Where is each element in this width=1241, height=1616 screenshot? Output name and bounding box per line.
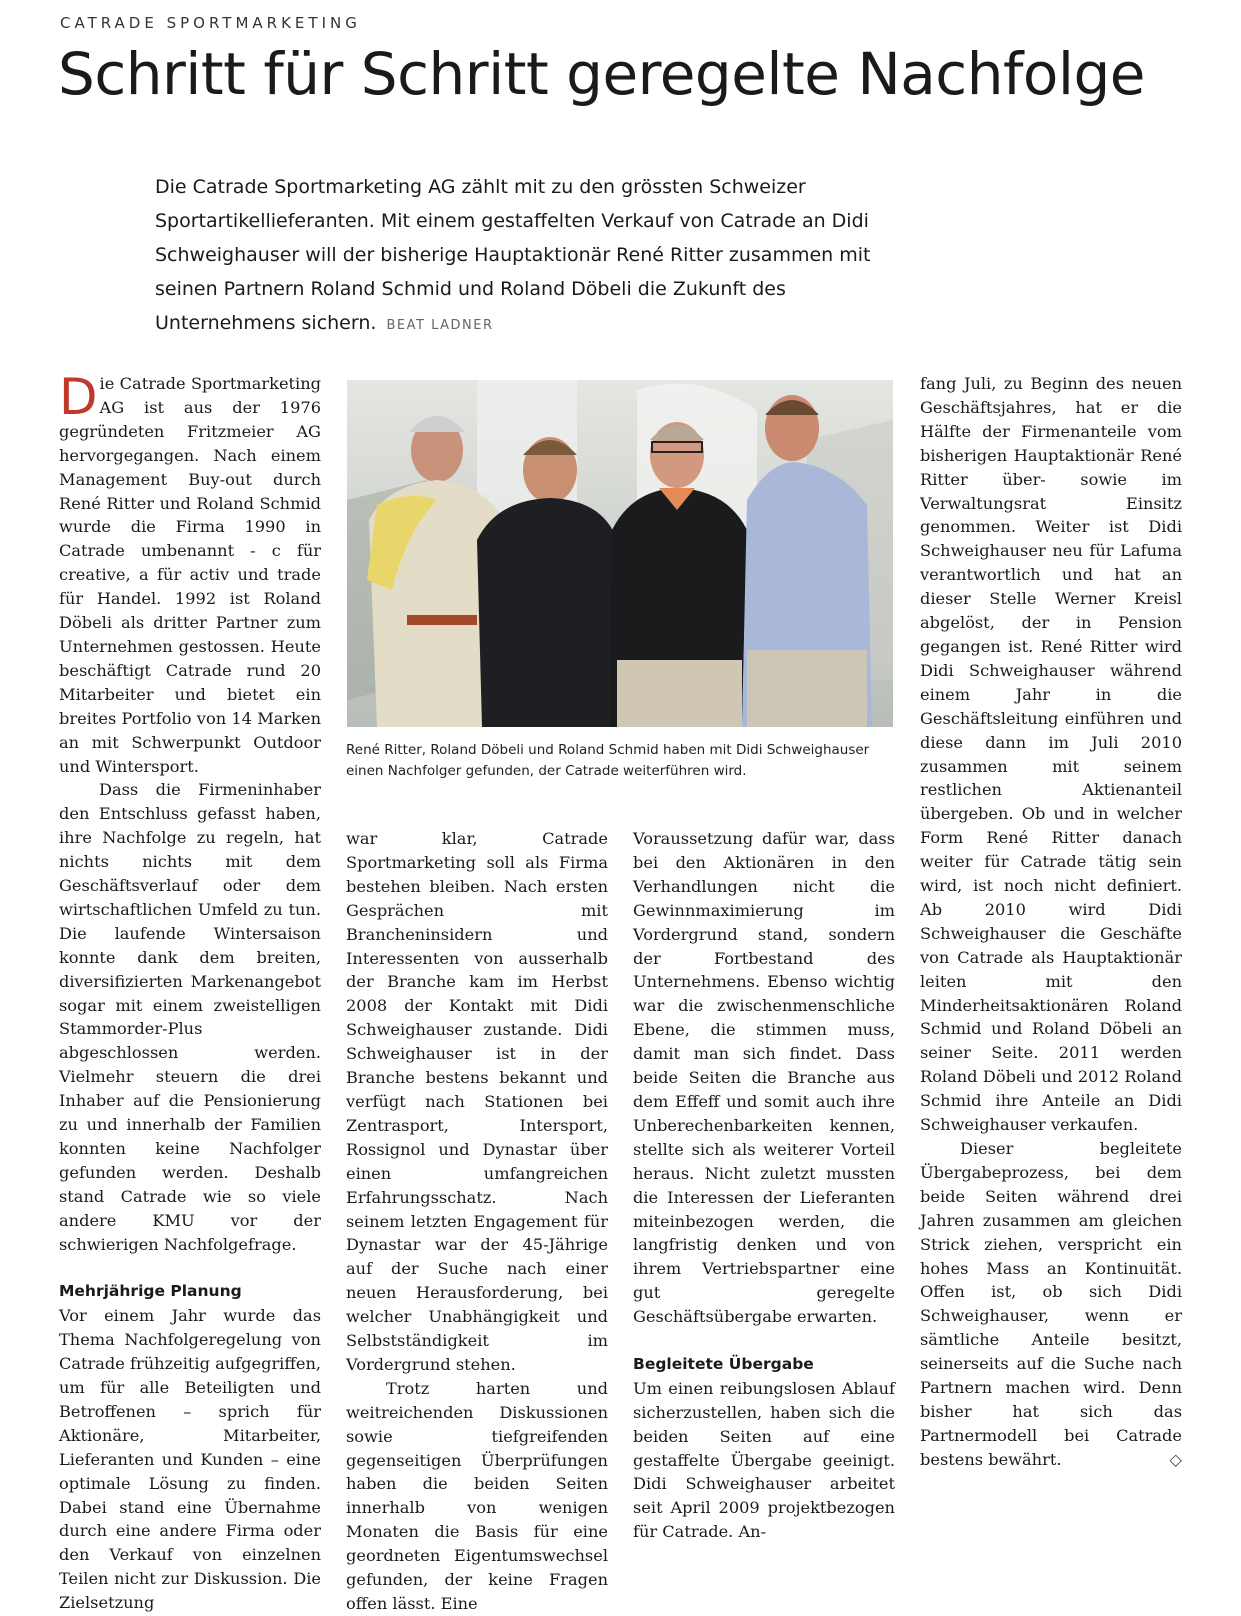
article-column-4 — [920, 372, 1182, 1472]
paragraph: Trotz harten und weitreichenden Diskussionen sowie tiefgreifenden gegenseitigen Überprüfungen haben die beiden Seiten innerhalb von wenigen Monaten die Basis für eine geordneten Eigentumswechsel gefunden, der keine Fragen offen lässt. Eine — [346, 1378, 608, 1613]
photo-caption: René Ritter, Roland Döbeli und Roland Schmid haben mit Didi Schweighauser einen Nachfolger gefunden, der Catrade weiterführen wird. — [346, 742, 870, 779]
article-photo — [347, 380, 893, 727]
paragraph-intro — [59, 368, 321, 778]
end-mark-icon: ◇ — [1169, 1449, 1182, 1469]
paragraph: war klar, Catrade Sportmarketing soll als Firma bestehen bleiben. Nach ersten Gesprächen mit Brancheninsidern und Interessenten von ausserhalb der Branche kam im Herbst 2008 der Kontakt mit Didi Schweighauser zustande. Didi Schweighauser ist in der Branche bestens bekannt und verfügt nach Stationen bei Zentrasport, Intersport, Rossignol und Dynastar über einen umfangreichen Erfahrungsschatz. Nach seinem letzten Engagement für Dynastar war der 45-Jährige auf der Suche nach einer neuen Herausforderung, bei welcher Unabhängigkeit und Selbstständigkeit im Vordergrund stehen. — [346, 829, 608, 1374]
lead-text: Die Catrade Sportmarketing AG zählt mit zu den grössten Schweizer Sportartikellieferanten. Mit einem gestaffelten Verkauf von Catrade an Didi Schweighauser will der bisherige Hauptaktionär René Ritter zusammen mit seinen Partnern Roland Schmid und Roland Döbeli die Zukunft des Unternehmens sichern. — [155, 176, 871, 334]
article-column-2 — [346, 827, 608, 1616]
paragraph-intro-text: ie Catrade Sportmarketing AG ist aus der 1976 gegründeten Fritzmeier AG hervorgegangen. Nach einem Management Buy-out durch René Ritter und Roland Schmid wurde die Firma 1990 in Catrade umbenannt - c für creative, a für activ und trade für Handel. 1992 ist Roland Döbeli als dritter Partner zum Unternehmen gestossen. Heute beschäftigt Catrade rund 20 Mitarbeiter und bietet ein breites Portfolio von 14 Marken an mit Schwerpunkt Outdoor und Wintersport. — [59, 374, 321, 776]
dropcap: D — [59, 368, 98, 426]
subheading-uebergabe: Begleitete Übergabe — [633, 1354, 814, 1373]
paragraph: fang Juli, zu Beginn des neuen Geschäftsjahres, hat er die Hälfte der Firmenanteile vom bisherigen Hauptaktionär René Ritter über- sowie im Verwaltungsrat Einsitz genommen. Weiter ist Didi Schweighauser neu für Lafuma verantwortlich und hat an dieser Stelle Werner Kreisl abgelöst, der in Pension gegangen ist. René Ritter wird Didi Schweighauser während einem Jahr in die Geschäftsleitung einführen und diese dann im Juli 2010 zusammen mit seinem restlichen Aktienanteil übergeben. Ob und in welcher Form René Ritter danach weiter für Catrade tätig sein wird, ist noch nicht definiert. Ab 2010 wird Didi Schweighauser die Geschäfte von Catrade als Hauptaktionär leiten mit den Minderheitsaktionären Roland Schmid und Roland Döbeli an seiner Seite. 2011 werden Roland Döbeli und 2012 Roland Schmid ihre Anteile an Didi Schweighauser verkaufen. — [920, 374, 1182, 1135]
paragraph — [920, 1137, 1182, 1472]
subheading-planung: Mehrjährige Planung — [59, 1282, 242, 1301]
photo-four-men-illustration — [347, 380, 893, 727]
article-column-3 — [633, 827, 895, 1544]
article-lead — [155, 170, 930, 343]
paragraph: Vor einem Jahr wurde das Thema Nachfolgeregelung von Catrade frühzeitig aufgegriffen, um für alle Beteiligten und Betroffenen – sprich für Aktionäre, Mitarbeiter, Lieferanten und Kunden – eine optimale Lösung zu finden. Dabei stand eine Übernahme durch eine andere Firma oder den Verkauf von einzelnen Teilen nicht zur Diskussion. Die Zielsetzung — [59, 1306, 322, 1613]
article-column-1 — [59, 368, 322, 1615]
article-title: Schritt für Schritt geregelte Nachfolge — [58, 40, 1145, 108]
paragraph: Um einen reibungslosen Ablauf sicherzustellen, haben sich die beiden Seiten auf eine gestaffelte Übergabe geeinigt. Didi Schweighauser arbeitet seit April 2009 projektbezogen für Catrade. An- — [633, 1378, 895, 1542]
author-byline: BEAT LADNER — [386, 318, 494, 333]
paragraph: Voraussetzung dafür war, dass bei den Aktionären in den Verhandlungen nicht die Gewinnmaximierung im Vordergrund stand, sondern der Fortbestand des Unternehmens. Ebenso wichtig war die zwischenmenschliche Ebene, die stimmen muss, damit man sich findet. Dass beide Seiten die Branche aus dem Effeff und somit auch ihre Unberechenbarkeiten kennen, stellte sich als weiterer Vorteil heraus. Nicht zuletzt mussten die Interessen der Lieferanten miteinbezogen werden, die langfristig denken und von ihrem Vertriebspartner eine gut geregelte Geschäftsübergabe erwarten. — [633, 829, 895, 1327]
paragraph-final-text: Dieser begleitete Übergabeprozess, bei dem beide Seiten während drei Jahren zusammen am gleichen Strick ziehen, verspricht ein hohes Mass an Kontinuität. Offen ist, ob sich Didi Schweighauser, wenn er sämtliche Anteile besitzt, seinerseits auf die Suche nach Partnern machen wird. Denn bisher hat sich das Partnermodell bei Catrade bestens bewährt. — [920, 1139, 1182, 1469]
paragraph: Dass die Firmeninhaber den Entschluss gefasst haben, ihre Nachfolge zu regeln, hat nichts nichts mit dem Geschäftsverlauf oder dem wirtschaftlichen Umfeld zu tun. Die laufende Wintersaison konnte dank dem breiten, diversifizierten Markenangebot sogar mit einem zweistelligen Stammorder-Plus abgeschlossen werden. Vielmehr steuern die drei Inhaber auf die Pensionierung zu und innerhalb der Familien konnten keine Nachfolger gefunden werden. Deshalb stand Catrade wie so viele andere KMU vor der schwierigen Nachfolgefrage. — [59, 780, 321, 1254]
section-kicker: CATRADE SPORTMARKETING — [60, 14, 361, 32]
